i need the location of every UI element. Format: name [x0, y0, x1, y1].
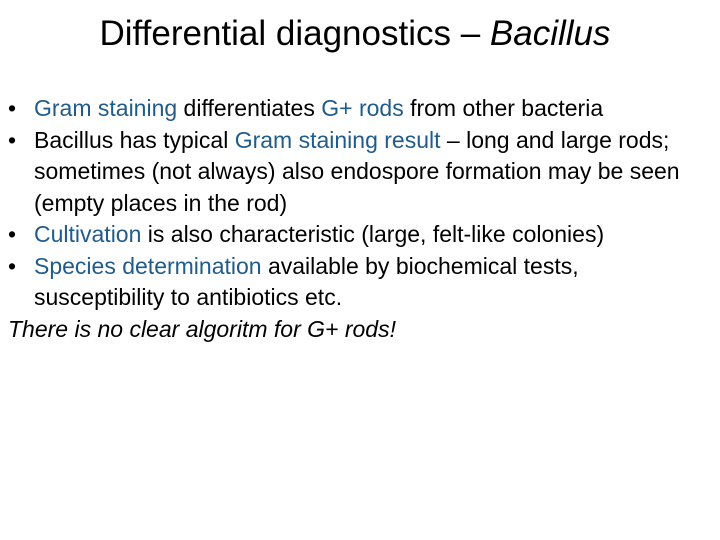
bullet-bacillus-morphology — [8, 125, 708, 220]
highlight-text: Species determination — [34, 252, 262, 279]
closing-statement: There is no clear algoritm for G+ rods! — [8, 315, 396, 342]
bullet-marker: • — [8, 95, 17, 121]
bullet-text: is also characteristic (large, felt-like colonies) — [141, 221, 605, 247]
title-italic: Bacillus — [489, 14, 611, 53]
highlight-text: Gram staining — [34, 95, 178, 121]
bullet-marker: • — [8, 221, 17, 247]
bullet-marker: • — [8, 252, 17, 279]
bullet-cultivation — [8, 219, 708, 251]
highlight-text: G+ rods — [321, 95, 404, 121]
bullet-text: available by biochemical tests, susceptibility to antibiotics etc. — [34, 252, 579, 310]
bullet-text: – long and large rods; sometimes (not always) also endospore formation may be seen (empty places in the rod) — [34, 126, 680, 216]
bullet-text: from other bacteria — [403, 95, 604, 121]
bullet-species-determination — [8, 251, 708, 314]
bullet-text: Bacillus has typical — [34, 126, 235, 153]
bullet-gram-staining — [8, 93, 708, 125]
bullet-text: differentiates — [177, 95, 322, 121]
highlight-text: Gram staining result — [234, 126, 441, 153]
bullet-marker: • — [8, 126, 17, 153]
slide-title — [0, 8, 710, 60]
highlight-text: Cultivation — [34, 221, 142, 247]
slide-body — [8, 93, 708, 345]
title-main: Differential diagnostics – — [99, 14, 490, 53]
